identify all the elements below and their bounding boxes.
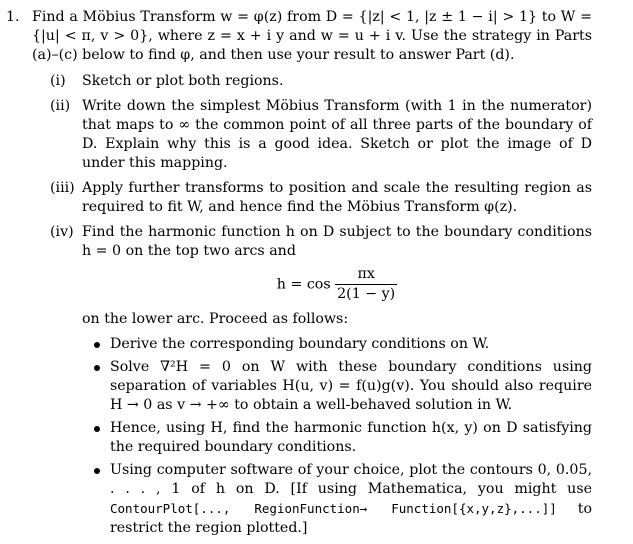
part-iv bbox=[50, 223, 592, 538]
question-intro: Find a Möbius Transform w = φ(z) from D = {|z| < 1, |z ± 1 − i| > 1} to W = {|u| < π, v > 0}, where z = x + i y and w = u + i v. Use the strategy in Parts (a)–(c) below to find φ, and then use your result to answer Part (d). bbox=[32, 9, 592, 63]
question-1 bbox=[6, 8, 592, 544]
part-text-before: Find the harmonic function h on D subject to the boundary conditions h = 0 on the top two arcs and bbox=[82, 224, 592, 259]
part-label: (ii) bbox=[50, 98, 71, 114]
bullet-dot-icon bbox=[94, 342, 100, 348]
question-number: 1. bbox=[6, 9, 20, 25]
part-text-after: on the lower arc. Proceed as follows: bbox=[82, 311, 349, 327]
part-label: (iv) bbox=[50, 224, 74, 240]
bullet-text: Derive the corresponding boundary conditions on W. bbox=[110, 336, 490, 352]
part-i bbox=[50, 72, 592, 91]
bullet-dot-icon bbox=[94, 365, 100, 371]
bullet-item bbox=[82, 419, 592, 457]
bullet-list bbox=[82, 335, 592, 538]
bullet-dot-icon bbox=[94, 426, 100, 432]
bullet-dot-icon bbox=[94, 468, 100, 474]
part-ii bbox=[50, 97, 592, 173]
part-text: Write down the simplest Möbius Transform (with 1 in the numerator) that maps to ∞ the common point of all three parts of the boundary of D. Explain why this is a good idea. Sketch or plot the image of D under this mapping. bbox=[82, 98, 592, 171]
equation-lhs: h = cos bbox=[276, 276, 331, 293]
part-text: Apply further transforms to position and scale the resulting region as required to fit W, and hence find the Möbius Transform φ(z). bbox=[82, 180, 592, 215]
part-text: Sketch or plot both regions. bbox=[82, 73, 284, 89]
bullet-item bbox=[82, 335, 592, 354]
parts-list bbox=[32, 72, 592, 538]
display-equation bbox=[82, 265, 592, 304]
bullet-text: Solve ∇²H = 0 on W with these boundary conditions using separation of variables H(u, v) = f(u)g(v). You should also require H → 0 as v → +∞ to obtain a well-behaved solution in W. bbox=[110, 359, 592, 413]
equation-denominator: 2(1 − y) bbox=[337, 286, 396, 302]
part-label: (i) bbox=[50, 73, 66, 89]
part-iii bbox=[50, 179, 592, 217]
bullet-text-after: to restrict the region plotted.] bbox=[110, 501, 592, 536]
code-snippet: ContourPlot[..., RegionFunction→ Function[{x,y,z},...]] bbox=[110, 501, 557, 516]
part-label: (iii) bbox=[50, 180, 75, 196]
equation-numerator: πx bbox=[335, 265, 397, 285]
bullet-text: Hence, using H, find the harmonic function h(x, y) on D satisfying the required boundary conditions. bbox=[110, 420, 592, 455]
bullet-text: Using computer software of your choice, plot the contours 0, 0.05, . . . , 1 of h on D. [If using Mathematica, you might use bbox=[110, 462, 592, 497]
bullet-item bbox=[82, 358, 592, 415]
bullet-item bbox=[82, 461, 592, 538]
equation-fraction bbox=[335, 265, 397, 304]
